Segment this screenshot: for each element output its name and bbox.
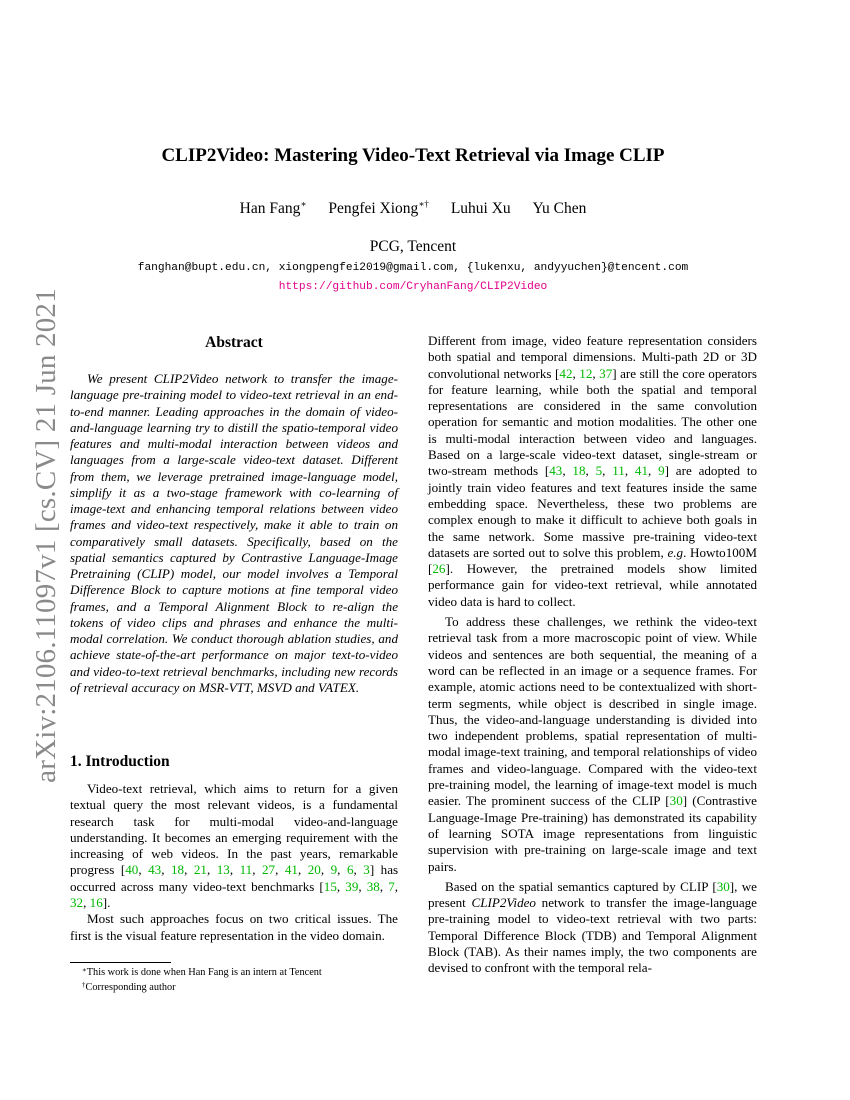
right-p1-text-b: ] are still the core operators for feature learning, while both the spatial and temporal representations are considered in the same convolution operation for semantic and motion modalities. The other one is multi-modal interaction between video and languages. Based on a large-scale video-text dataset, single-stream or two-stream methods [ [428, 365, 758, 479]
citation-link[interactable]: 27 [262, 862, 276, 878]
right-p3-model-name: CLIP2Video [471, 895, 536, 911]
citation-link[interactable]: 30 [669, 793, 683, 809]
citation-group: 40, 43, 18, 21, 13, 11, 27, 41, 20, 9, 6, 3 [125, 862, 370, 878]
citation-link[interactable]: 9 [658, 463, 665, 479]
right-p1-text-c: ] are adopted to jointly train video features and text features inside the same embedding space. Nevertheless, these two problems are complex enough to make it difficult to achieve both goals in the same network. Some massive pre-training video-text datasets are sorted out to solve this problem, [428, 463, 758, 560]
intro-p1-text-a: Video-text retrieval, which aims to return for a given textual query the most relevant videos, is a fundamental research task for multi-modal video-and-language understanding. It becomes an emerging requirement with the increasing of web videos. In the past years, remarkable progress [ [70, 781, 398, 878]
citation-link[interactable]: 9 [330, 862, 338, 878]
author-2 [328, 200, 429, 217]
right-p1-text-d: . Howto100M [ [428, 544, 757, 577]
author-2-mark: ∗† [418, 199, 429, 209]
citation-link[interactable]: 40 [125, 862, 139, 878]
citation-link[interactable]: 11 [239, 862, 253, 878]
abstract-body: We present CLIP2Video network to transfer the image-language pre-training model to video-text retrieval in an end-to-end manner. Leading approaches in the domain of video-and-language learning try to distill the spatio-temporal video features and multi-modal interaction between videos and languages from a large-scale video-text dataset. Different from them, we leverage pretrained image-language model, simplify it as a two-stage framework with co-learning of image-text and enhancing temporal relations between video frames and video-text respectively, make it able to train on comparatively small datasets. Specifically, based on the spatial semantics captured by Contrastive Language-Image Pretraining (CLIP) model, our model involves a Temporal Difference Block to capture motions at fine temporal video frames, and a Temporal Alignment Block to re-align the tokens of video clips and phrases and enhance the multi-modal correlation. We conduct thorough ablation studies, and achieve state-of-the-art performance on major text-to-video and video-to-text retrieval benchmarks, including new records of retrieval accuracy on MSR-VTT, MSVD and VATEX. [70, 371, 398, 695]
footnote-2 [70, 979, 398, 994]
footnote-1 [70, 964, 398, 979]
citation-group: 42, 12, 37 [559, 365, 613, 381]
affiliation: PCG, Tencent [369, 238, 457, 255]
citation-link[interactable]: 37 [599, 365, 613, 381]
citation-link[interactable]: 41 [284, 862, 298, 878]
paper-title: CLIP2Video: Mastering Video-Text Retrieval via Image CLIP [161, 145, 665, 166]
citation-link[interactable]: 42 [559, 365, 573, 381]
right-p2-text-b: ] (Contrastive Language-Image Pre-training) has demonstrated its capability of learning SOTA image representations from linguistic supervision with pre-training on large-scale image and text pairs. [428, 793, 757, 874]
right-p1-eg: e.g [667, 544, 684, 560]
author-emails: fanghan@bupt.edu.cn, xiongpengfei2019@gmail.com, {lukenxu, andyyuchen}@tencent.com [137, 262, 689, 274]
arxiv-stamp-text: arXiv:2106.11097v1 [cs.CV] 21 Jun 2021 [29, 287, 62, 783]
right-paragraph-1 [428, 333, 757, 610]
author-3-name: Luhui Xu [450, 200, 511, 217]
citation-link[interactable]: 41 [634, 463, 648, 479]
author-4-name: Yu Chen [532, 200, 587, 217]
author-list [0, 199, 826, 218]
intro-p1-text-c: ]. [102, 895, 111, 911]
footnote-1-text: This work is done when Han Fang is an intern at Tencent [86, 967, 322, 978]
citation-link[interactable]: 16 [89, 895, 103, 911]
author-4 [533, 200, 587, 217]
citation-link[interactable]: 32 [70, 895, 84, 911]
author-3 [451, 200, 511, 217]
right-column [428, 333, 757, 977]
citation-link[interactable]: 20 [307, 862, 321, 878]
intro-paragraph-1 [70, 781, 398, 911]
citation-link[interactable]: 18 [572, 463, 586, 479]
citation-group: 15, 39, 38, 7, 32, 16 [70, 878, 399, 911]
author-2-name: Pengfei Xiong [328, 200, 419, 217]
right-p1-text-e: ]. However, the pretrained models show limited performance gain for video-text retrieval, while annotated video data is hard to collect. [428, 561, 757, 609]
citation-link[interactable]: 3 [363, 862, 370, 878]
citation-link[interactable]: 43 [148, 862, 162, 878]
author-1-name: Han Fang [239, 200, 301, 217]
footnote-2-text: Corresponding author [85, 982, 176, 993]
citation-link[interactable]: 26 [432, 561, 446, 577]
citation-link[interactable]: 38 [366, 878, 380, 894]
right-p3-text-a: Based on the spatial semantics captured by CLIP [ [445, 878, 717, 894]
footnotes [70, 964, 398, 994]
author-1-mark: ∗ [300, 199, 307, 209]
citation-link[interactable]: 30 [716, 878, 730, 894]
citation-link[interactable]: 11 [612, 463, 625, 479]
citation-link[interactable]: 13 [216, 862, 230, 878]
right-paragraph-2 [428, 614, 757, 875]
citation-link[interactable]: 21 [193, 862, 207, 878]
author-1 [240, 200, 307, 217]
github-link[interactable]: https://github.com/CryhanFang/CLIP2Video [278, 281, 548, 293]
footnote-2-mark: † [82, 981, 86, 989]
citation-link[interactable]: 7 [388, 878, 395, 894]
citation-link[interactable]: 5 [595, 463, 603, 479]
citation-link[interactable]: 12 [579, 365, 593, 381]
citation-link[interactable]: 6 [346, 862, 354, 878]
footnote-1-mark: ∗ [82, 966, 87, 974]
intro-p1-text-b: ] has occurred across many video-text benchmarks [ [70, 862, 399, 894]
citation-group: 43, 18, 5, 11, 41, 9 [549, 463, 665, 479]
citation-link[interactable]: 43 [549, 463, 563, 479]
intro-heading: 1. Introduction [70, 753, 170, 770]
intro-paragraph-2: Most such approaches focus on two critical issues. The first is the visual feature representation in the video domain. [70, 911, 398, 943]
abstract-heading: Abstract [205, 334, 263, 351]
citation-link[interactable]: 39 [345, 878, 359, 894]
right-p2-text-a: To address these challenges, we rethink the video-text retrieval task from a more macroscopic point of view. While videos and sentences are both sequential, the meaning of a word can be reflected in an image or a sequence frames. For example, atomic actions need to be contextualized with short-term segments, while object is described in single image. Thus, the video-and-language understanding is divided into two independent problems, spatial representation of multi-modal image-text training, and temporal relationships of video frames and video-language. Compared with the video-text pre-training model, the learning of image-text model is much easier. The prominent success of the CLIP [ [428, 614, 757, 809]
right-paragraph-3 [428, 879, 757, 977]
citation-link[interactable]: 18 [170, 862, 185, 878]
right-p3-text-b: ], we present [428, 878, 757, 911]
right-p3-text-c: network to transfer the image-language pre-training model to video-text retrieval with two parts: Temporal Difference Block (TDB) and Temporal Alignment Block (TAB). As their names imply, the two components are devised to confront with the temporal rela- [428, 895, 757, 976]
right-p1-text-a: Different from image, video feature representation considers both spatial and temporal dimensions. Multi-path 2D or 3D convolutional networks [ [428, 333, 757, 381]
intro-left-column [70, 781, 398, 944]
citation-link[interactable]: 15 [323, 878, 337, 894]
arxiv-stamp [20, 287, 72, 783]
footnote-rule [70, 962, 171, 963]
